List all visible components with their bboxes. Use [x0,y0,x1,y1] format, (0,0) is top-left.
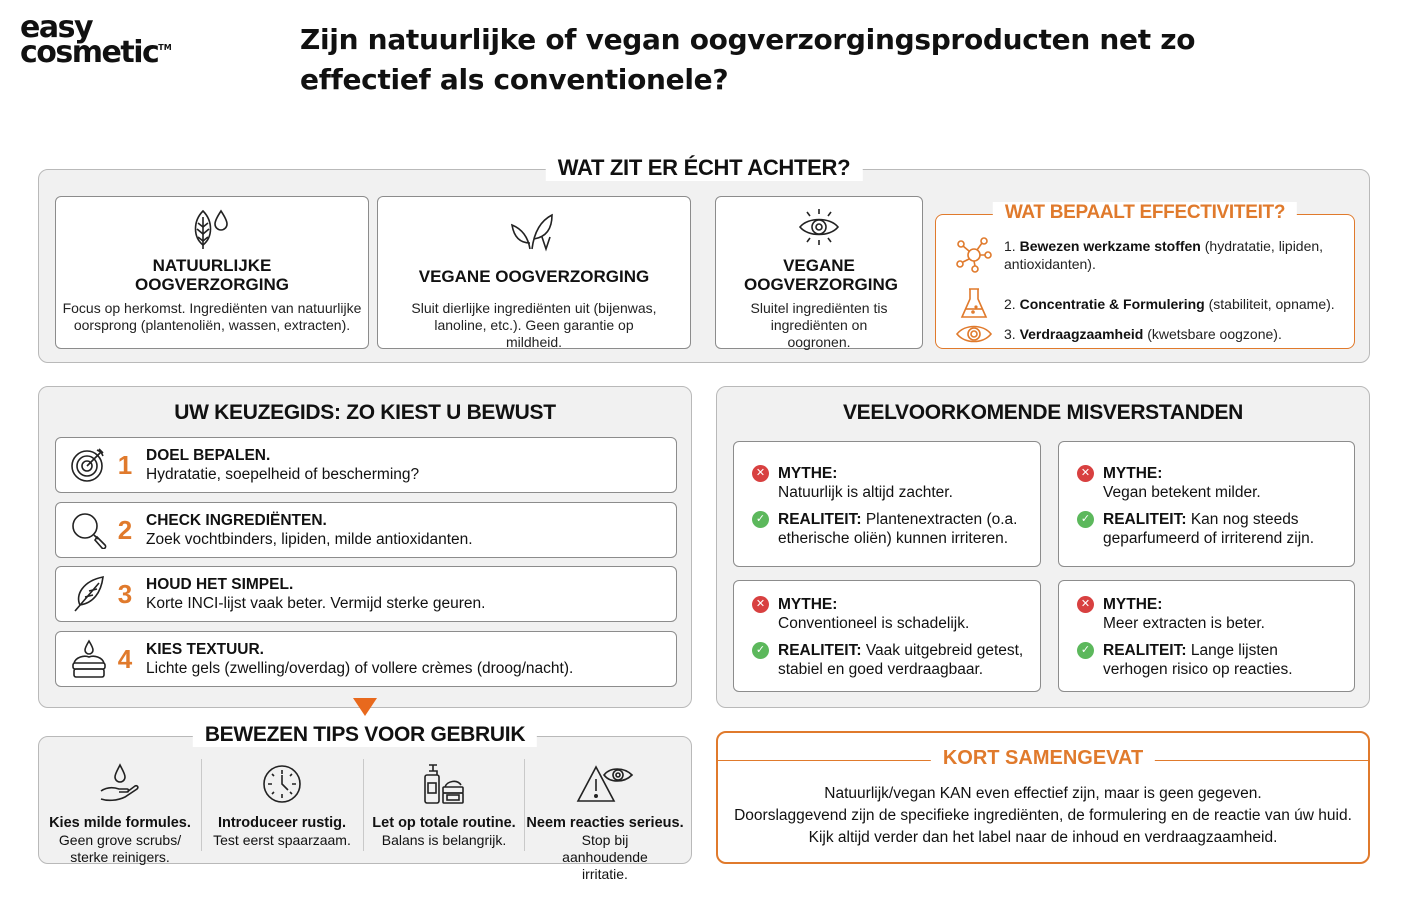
eye-icon [954,323,994,345]
section-title: UW KEUZEGIDS: ZO KIEST U BEWUST [174,401,556,424]
reality-statement-cont: geparfumeerd of irriterend zijn. [1103,530,1315,547]
tip-item-2 [202,755,362,849]
tip-item-3 [364,755,524,849]
reality-line [1077,641,1344,679]
item-bold: Concentratie & Formulering [1019,296,1205,312]
reality-line [752,641,1030,679]
myth-text [778,595,969,633]
arrow-down-icon [353,698,377,716]
step-description: Zoek vochtbinders, lipiden, milde antioxidanten. [146,531,473,548]
myth-line [1077,595,1344,633]
card-description: Sluitel ingrediënten tis ingrediënten on oogronen. [750,300,888,350]
trademark: TM [158,42,172,52]
molecule-icon [954,237,994,273]
tip-title: Let op totale routine. [372,815,516,831]
category-card-vegan-eye [715,196,923,349]
summary-line: Natuurlijk/vegan KAN even effectief zijn, maar is geen gegeven. [824,785,1262,802]
tip-item-4 [525,755,685,883]
item-number: 1. [1004,238,1016,254]
guide-step-4 [55,631,677,687]
guide-step-1 [55,437,677,493]
effectiveness-text [994,323,1282,343]
target-icon [56,447,112,483]
effectiveness-item [954,323,1344,345]
guide-step-2 [55,502,677,558]
step-number: 3 [117,578,133,609]
reality-label: REALITEIT: [1103,511,1187,528]
summary-line: Doorslaggevend zijn de specifieke ingrediënten, de formulering en de reactie van úw huid. [734,807,1352,824]
x-circle-icon: ✕ [1077,465,1094,482]
check-circle-icon: ✓ [752,642,769,659]
card-title: VEGANE OOGVERZORGING [744,256,898,294]
step-title: CHECK INGREDIËNTEN. [146,512,327,529]
summary-box [716,731,1370,864]
check-circle-icon: ✓ [1077,642,1094,659]
step-description: Korte INCI-lijst vaak beter. Vermijd sterke geuren. [146,595,486,612]
reality-statement: Plantenextracten (o.a. [861,511,1018,528]
reality-statement: Lange lijsten [1186,642,1278,659]
section-title: VEELVOORKOMENDE MISVERSTANDEN [842,401,1244,424]
brand-line2 [20,34,172,70]
tip-description: Stop bij aanhoudende irritatie. [562,832,648,882]
tip-title: Introduceer rustig. [217,815,347,831]
item-rest: (hydratatie, lipiden, antioxidanten). [1004,238,1324,272]
section-title: WAT ZIT ER ÉCHT ACHTER? [546,155,863,181]
tip-description: Balans is belangrijk. [381,832,507,848]
check-circle-icon: ✓ [1077,511,1094,528]
brand-logo [20,10,172,70]
section-misconceptions [716,386,1370,708]
myth-line [752,464,1030,502]
step-text [138,511,473,549]
myth-card-2 [1058,441,1355,567]
myth-statement: Natuurlijk is altijd zachter. [778,484,953,501]
step-text [138,640,573,678]
card-title: NATUURLIJKE OOGVERZORGING [135,256,289,294]
magnifier-icon [56,511,112,549]
reality-text [778,641,1023,679]
section-title: BEWEZEN TIPS VOOR GEBRUIK [193,723,537,747]
step-description: Hydratatie, soepelheid of bescherming? [146,466,420,483]
eye-icon [796,207,842,247]
tip-title: Neem reacties serieus. [526,815,684,831]
myth-text [778,464,953,502]
reality-line [1077,510,1344,548]
tip-title: Kies milde formules. [49,815,191,831]
brand-line2-text: cosmetic [20,34,159,70]
step-title: DOEL BEPALEN. [146,447,271,464]
reality-label: REALITEIT: [778,511,862,528]
vegan-sprout-icon [508,207,560,253]
item-rest: (stabiliteit, opname). [1204,296,1335,312]
step-title: KIES TEXTUUR. [146,641,264,658]
summary-title: KORT SAMENGEVAT [931,747,1155,770]
category-card-natural [55,196,369,349]
card-description: Sluit dierlijke ingrediënten uit (bijenwas, lanoline, etc.). Geen garantie op mildheid. [411,300,657,350]
effectiveness-text [994,237,1344,273]
myth-statement: Vegan betekent milder. [1103,484,1261,501]
step-text [138,446,419,484]
myth-card-4 [1058,580,1355,692]
section-proven-tips [38,723,692,882]
item-rest: (kwetsbare oogzone). [1143,326,1282,342]
card-title: VEGANE OOGVERZORGING [418,267,650,286]
myth-statement: Conventioneel is schadelijk. [778,615,970,632]
leaf-drop-icon [187,207,237,251]
reality-statement-cont: etherische oliën) kunnen irriteren. [778,530,1009,547]
brand-line1: easy [20,10,93,45]
summary-body [718,783,1368,849]
myth-label: MYTHE: [778,465,838,482]
step-number: 1 [117,449,133,480]
item-number: 2. [1004,296,1016,312]
warning-eye-icon [525,755,685,813]
item-number: 3. [1004,326,1016,342]
myth-statement: Meer extracten is beter. [1103,615,1265,632]
feather-icon [56,575,112,613]
myth-card-1 [733,441,1041,567]
tip-description: Test eerst spaarzaam. [213,832,351,848]
flask-icon [954,287,994,321]
reality-statement-cont: stabiel en goed verdraagbaar. [778,661,984,678]
step-number: 4 [117,643,133,674]
myth-label: MYTHE: [1103,596,1163,613]
myth-line [752,595,1030,633]
effectiveness-box [935,202,1355,349]
bottle-jar-icon [364,755,524,813]
myth-label: MYTHE: [778,596,838,613]
section-what-is-behind [38,155,1370,363]
reality-label: REALITEIT: [778,642,862,659]
reality-text [778,510,1018,548]
reality-text [1103,510,1314,548]
section-selection-guide [38,386,692,708]
hand-drop-icon [40,755,200,813]
step-number: 2 [117,514,133,545]
tip-description: Geen grove scrubs/ sterke reinigers. [58,832,182,865]
x-circle-icon: ✕ [752,465,769,482]
summary-line: Kijk altijd verder dan het label naar de inhoud en verdraagzaamheid. [808,829,1278,846]
card-description: Focus op herkomst. Ingrediënten van natuurlijke oorsprong (plantenoliën, wassen, extracten). [62,300,362,333]
category-card-vegan [377,196,691,349]
myth-line [1077,464,1344,502]
effectiveness-title: WAT BEPAALT EFFECTIVITEIT? [993,202,1297,224]
cream-jar-icon [56,639,112,679]
myth-text [1103,464,1261,502]
reality-label: REALITEIT: [1103,642,1187,659]
reality-line [752,510,1030,548]
reality-statement: Vaak uitgebreid getest, [861,642,1024,659]
step-text [138,575,485,613]
check-circle-icon: ✓ [752,511,769,528]
reality-statement: Kan nog steeds [1186,511,1299,528]
myth-text [1103,595,1265,633]
page-title: Zijn natuurlijke of vegan oogverzorgingsproducten net zo effectief als conventionele? [300,23,1196,96]
tip-item-1 [40,755,200,866]
item-bold: Bewezen werkzame stoffen [1019,238,1201,254]
effectiveness-text [994,287,1335,313]
x-circle-icon: ✕ [752,596,769,613]
reality-statement-cont: verhogen risico op reacties. [1103,661,1293,678]
myth-label: MYTHE: [1103,465,1163,482]
myth-card-3 [733,580,1041,692]
step-description: Lichte gels (zwelling/overdag) of vollere crèmes (droog/nacht). [146,660,574,677]
effectiveness-item [954,287,1344,321]
step-title: HOUD HET SIMPEL. [146,576,294,593]
item-bold: Verdraagzaamheid [1019,326,1144,342]
reality-text [1103,641,1293,679]
x-circle-icon: ✕ [1077,596,1094,613]
clock-icon [202,755,362,813]
guide-step-3 [55,566,677,622]
effectiveness-item [954,237,1344,273]
